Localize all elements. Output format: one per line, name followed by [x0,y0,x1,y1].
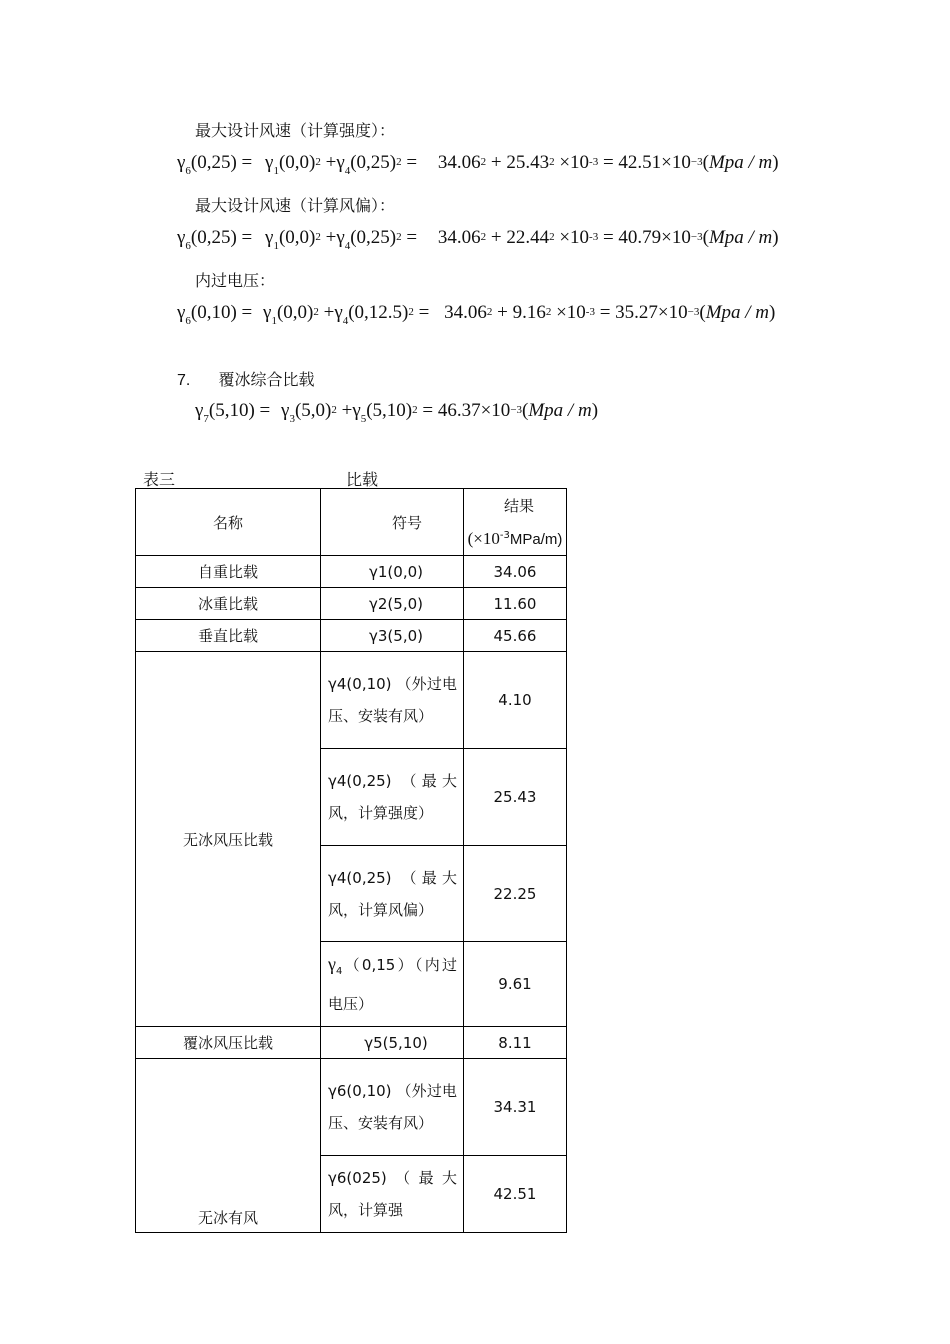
header-symbol: 符号 [321,489,464,556]
row-symbol: γ4(0,10) （外过电压、安装有风） [321,652,464,749]
header-result-line1: 结果 [503,497,534,515]
item7-number: 7. [177,372,191,389]
row-value: 25.43 [464,749,567,846]
table-row [136,1027,567,1059]
row-symbol: γ2(5,0) [321,588,464,620]
row-symbol: γ6(0,10) （外过电压、安装有风） [321,1059,464,1156]
group-name: 无冰有风 [136,1059,321,1233]
row-value: 42.51 [464,1156,567,1233]
row-value: 34.31 [464,1059,567,1156]
row-symbol: γ3(5,0) [321,620,464,652]
row-symbol: $\gamma_4(0,15)$（内过电压） [321,942,464,1027]
item7-heading [177,367,315,390]
row-value: 22.25 [464,846,567,942]
row-symbol: γ4(0,25) （最大风，计算风偏） [321,846,464,942]
formula-1: $\gamma_6(0,25) = \gamma_1(0,0)^2 +\gamma_4(0,25)^2 = 34.06^2 + 25.43^2 \times 10^{-3} = 42.51\times 10^{-3}(Mpa / m)$ [177,152,779,177]
header-result [464,489,567,556]
table-row [136,652,567,749]
table-header-row [136,489,567,556]
row-name: 覆冰风压比载 [136,1027,321,1059]
row-symbol: γ6(025)（最大风，计算强 [321,1156,464,1233]
formula-2: $\gamma_6(0,25) = \gamma_1(0,0)^2 +\gamma_4(0,25)^2 = 34.06^2 + 22.44^2 \times 10^{-3} = 40.79\times 10^{-3}(Mpa / m)$ [177,227,779,252]
table-row [136,588,567,620]
row-symbol: γ1(0,0) [321,556,464,588]
header-name: 名称 [136,489,321,556]
table-row [136,620,567,652]
table-row [136,556,567,588]
row-symbol: γ4(0,25) （最大风，计算强度） [321,749,464,846]
row-name: 自重比载 [136,556,321,588]
table-row [136,1059,567,1156]
heading-internal-overvoltage: 内过电压： [195,271,276,290]
row-value: 45.66 [464,620,567,652]
row-value: 8.11 [464,1027,567,1059]
heading-max-wind-strength: 最大设计风速（计算强度）： [195,121,396,140]
header-result-line2: $(\times 10^{-3}MPa/m)$ [467,529,563,548]
heading-max-wind-deflection: 最大设计风速（计算风偏）： [195,196,396,215]
row-name: 垂直比载 [136,620,321,652]
formula-3: $\gamma_6(0,10) = \gamma_1(0,0)^2 +\gamma_4(0,12.5)^2 = 34.06^2 + 9.16^2 \times 10^{-3} = 35.27\times 10^{-3}(Mpa / m)$ [177,302,776,327]
load-table [135,488,567,1233]
formula-4: $\gamma_7(5,10) = \gamma_3(5,0)^2 +\gamma_5(5,10)^2 = 46.37\times 10^{-3}(Mpa / m)$ [195,400,599,425]
row-value: 9.61 [464,942,567,1027]
row-value: 11.60 [464,588,567,620]
row-value: 34.06 [464,556,567,588]
table-caption-title: 比载 [346,470,379,489]
table-caption-label: 表三 [143,470,176,489]
row-symbol: γ5(5,10) [321,1027,464,1059]
group-name: 无冰风压比载 [136,652,321,1027]
row-value: 4.10 [464,652,567,749]
item7-title: 覆冰综合比载 [218,370,315,389]
row-name: 冰重比载 [136,588,321,620]
